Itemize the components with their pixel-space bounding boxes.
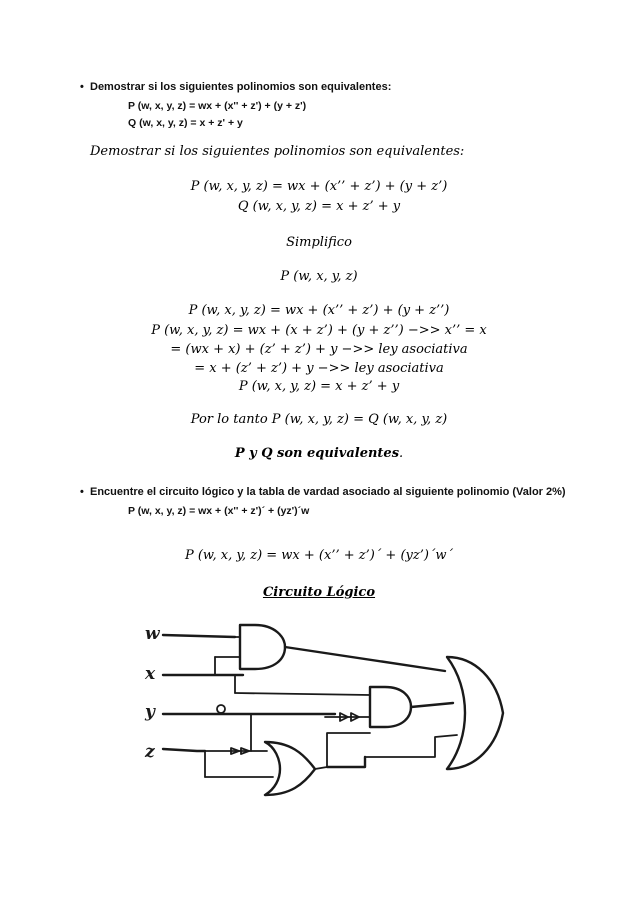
section2-header-line	[80, 485, 566, 499]
or-gate-small	[265, 742, 315, 795]
solution1-intro: Demostrar si los siguientes polinomios son equivalentes:	[90, 144, 465, 159]
or-final-input-c	[365, 735, 457, 757]
solution2-p-equation: P (w, x, y, z) = wx + (x’’ + z’)´ + (yz’)´w´	[184, 548, 454, 563]
solution1-q-equation: Q (w, x, y, z) = x + z’ + y	[237, 199, 401, 214]
input-label-z: z	[145, 742, 155, 762]
conclusion-statement	[0, 445, 638, 462]
step-3: = (wx + x) + (z’ + z’) + y −>> ley asociativa	[170, 342, 468, 357]
step-1: P (w, x, y, z) = wx + (x’’ + z’) + (y + z’’)	[188, 303, 450, 318]
or-gate-final	[447, 657, 503, 769]
input-label-w: w	[145, 624, 160, 644]
logic-circuit-drawing	[135, 617, 505, 817]
conclusion-period: .	[399, 446, 404, 461]
circuit-title: Circuito Lógico	[262, 585, 376, 600]
wire-w	[163, 635, 235, 637]
input-label-x: x	[145, 664, 156, 684]
input-label-y: y	[145, 702, 155, 722]
or-small-output	[315, 733, 370, 769]
wire-bottom-link	[327, 757, 365, 767]
step-2: P (w, x, y, z) = wx + (x + z’) + (y + z’’) −>> x’’ = x	[151, 323, 487, 338]
section2-block	[80, 485, 566, 518]
section2-p-line: P (w, x, y, z) = wx + (x'' + z')´ + (yz')´w	[128, 505, 310, 517]
and-gate-1	[240, 625, 285, 669]
logic-circuit	[135, 617, 505, 817]
solution1-p-equation: P (w, x, y, z) = wx + (x’’ + z’) + (y + z’)	[190, 179, 448, 194]
bullet-icon: •	[80, 486, 84, 498]
bullet-icon: •	[80, 81, 84, 93]
section1-header: Demostrar si los siguientes polinomios son equivalentes:	[90, 81, 392, 93]
step-4: = x + (z’ + z’) + y −>> ley asociativa	[194, 361, 444, 376]
and-gate-2	[370, 687, 411, 727]
section1-header-line	[80, 80, 392, 94]
and2-input-a	[235, 693, 370, 695]
step-5: P (w, x, y, z) = x + z’ + y	[238, 379, 400, 394]
conclusion-line: Por lo tanto P (w, x, y, z) = Q (w, x, y, z)	[190, 412, 448, 427]
and1-output	[285, 647, 445, 671]
and2-output	[411, 703, 453, 707]
p-title: P (w, x, y, z)	[280, 269, 358, 284]
junction-dot	[217, 705, 225, 713]
section1-p-line: P (w, x, y, z) = wx + (x'' + z') + (y + z')	[128, 100, 307, 112]
conclusion-bold: P y Q son equivalentes	[234, 446, 400, 461]
section1-block	[80, 80, 392, 130]
wire-z	[163, 749, 205, 751]
section2-header: Encuentre el circuito lógico y la tabla de vardad asociado al siguiente polinomio (Valor 2%)	[90, 486, 566, 498]
section1-q-line: Q (w, x, y, z) = x + z' + y	[128, 117, 243, 129]
simplifico-label: Simplifico	[286, 235, 352, 250]
